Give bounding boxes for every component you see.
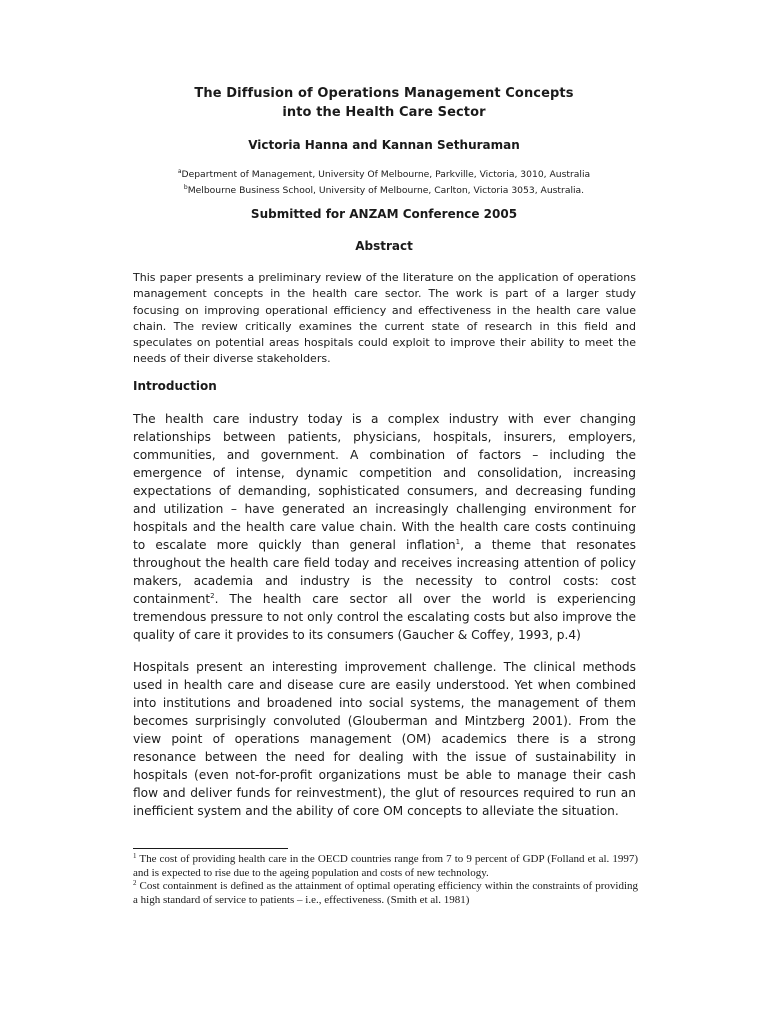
footnote-mark: 2: [133, 879, 137, 887]
title-line-1: The Diffusion of Operations Management Concepts: [194, 86, 574, 101]
introduction-paragraph-1: [133, 410, 636, 644]
footnote-2: [133, 880, 638, 907]
affiliation-text: Melbourne Business School, University of Melbourne, Carlton, Victoria 3053, Australia.: [187, 184, 585, 196]
footnote-1: [133, 853, 638, 880]
footnote-ref-1: 1: [455, 538, 461, 546]
footnote-text: Cost containment is defined as the attainment of optimal operating efficiency within the constraints of providing a high standard of service to patients – i.e., effectiveness. (Smith et al. 1981): [133, 880, 639, 906]
paragraph-text: The health care industry today is a complex industry with ever changing relationships between patients, physicians, hospitals, insurers, employers, communities, and government. A combination of factors – including the emergence of intense, dynamic competition and consolidation, increasing expectations of demanding, sophisticated consumers, and decreasing funding and utilization – have generated an increasingly challenging environment for hospitals and the health care value chain. With the health care costs continuing to escalate more quickly than general inflation: [133, 412, 636, 552]
paragraph-text: , a theme that resonates throughout the health care field today and receives increasing attention of policy makers, academia and industry is the necessity to control costs: cost containment: [133, 538, 636, 606]
paper-title: [0, 84, 768, 122]
affiliation-b: [0, 182, 768, 198]
affiliation-mark: b: [183, 183, 188, 191]
authors: Victoria Hanna and Kannan Sethuraman: [248, 138, 520, 152]
paragraph-text: . The health care sector all over the world is experiencing tremendous pressure to not only control the escalating costs but also improve the quality of care it provides to its consumers (Gaucher & Coffey, 1993, p.4): [133, 592, 636, 642]
footnote-ref-2: 2: [210, 592, 215, 600]
footnote-separator: [133, 848, 288, 849]
footnote-text: The cost of providing health care in the OECD countries range from 7 to 9 percent of GDP (Folland et al. 1997) and is expected to rise due to the ageing population and costs of new technology.: [133, 853, 638, 879]
affiliation-mark: a: [177, 168, 182, 175]
title-line-2: into the Health Care Sector: [282, 105, 486, 120]
affiliation-a: [0, 166, 768, 182]
abstract-body: This paper presents a preliminary review of the literature on the application of operations management concepts in the health care sector. The work is part of a larger study focusing on improving operational efficiency and effectiveness in the health care value chain. The review critically examines the current state of research in this field and speculates on potential areas hospitals could exploit to improve their ability to meet the needs of their diverse stakeholders.: [133, 271, 636, 366]
submission-note: Submitted for ANZAM Conference 2005: [250, 207, 518, 221]
affiliations: [0, 166, 768, 197]
affiliation-text: Department of Management, University Of Melbourne, Parkville, Victoria, 3010, Australia: [181, 169, 591, 180]
abstract-heading: Abstract: [355, 239, 413, 253]
introduction-paragraph-2: Hospitals present an interesting improvement challenge. The clinical methods used in health care and disease cure are easily understood. Yet when combined into institutions and broadened into social systems, the management of them becomes surprisingly convoluted (Glouberman and Mintzberg 2001). From the view point of operations management (OM) academics there is a strong resonance between the need for dealing with the issue of sustainability in hospitals (even not-for-profit organizations must be able to manage their cash flow and deliver funds for reinvestment), the glut of resources required to run an inefficient system and the ability of core OM concepts to alleviate the situation.: [133, 660, 636, 818]
introduction-heading: Introduction: [133, 379, 217, 393]
footnotes: [133, 853, 638, 907]
footnote-mark: 1: [133, 852, 137, 860]
